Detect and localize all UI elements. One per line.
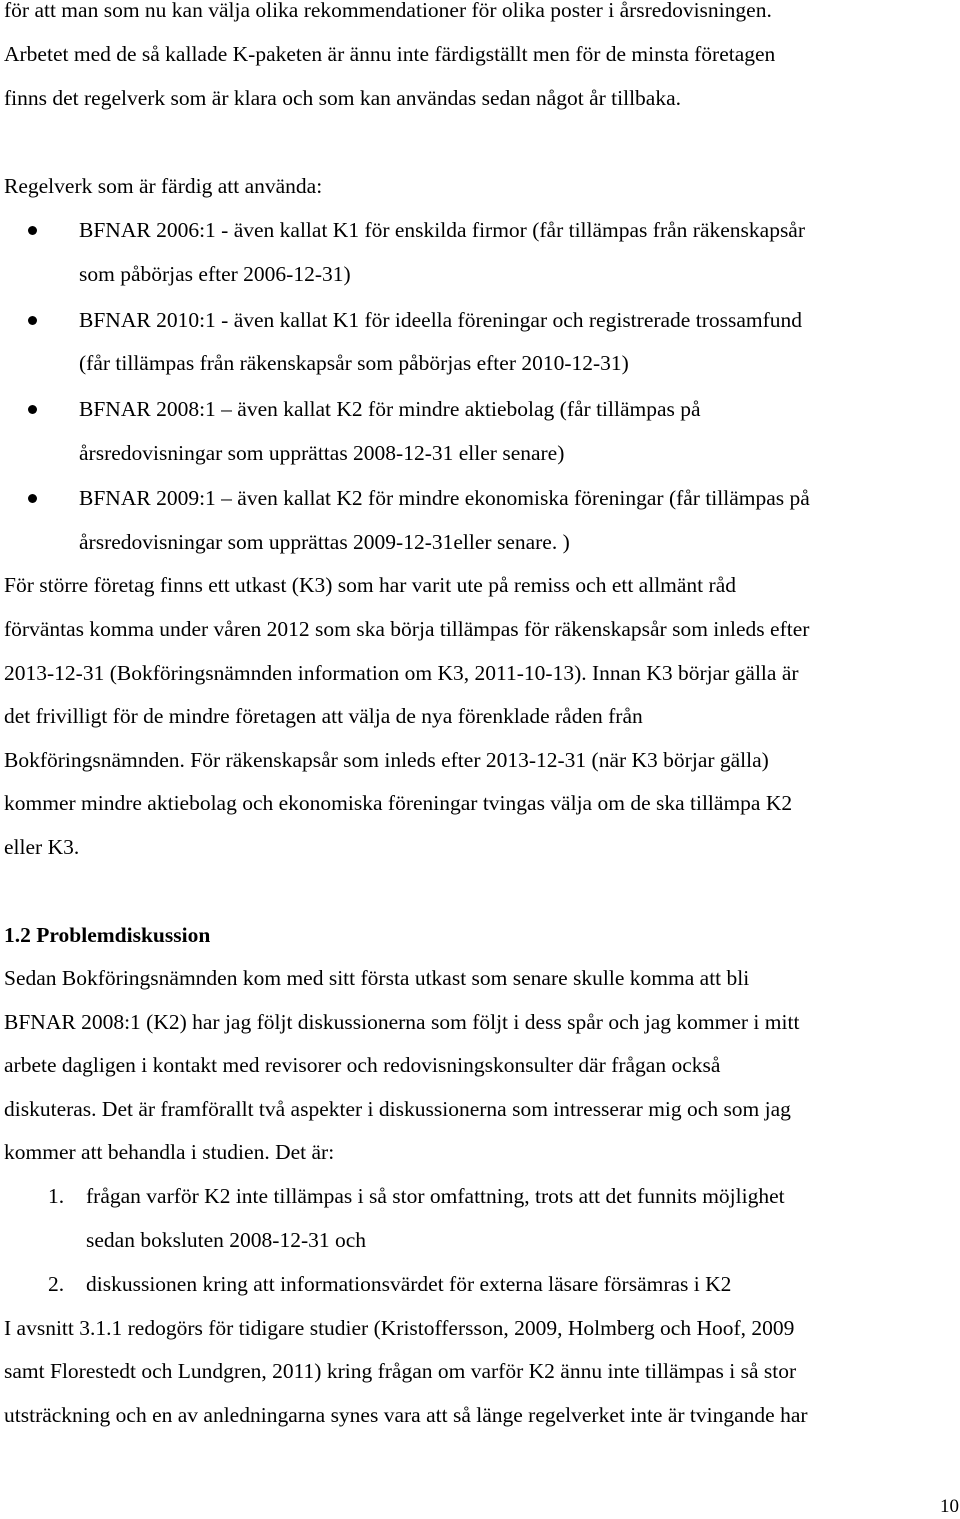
k3-line: förväntas komma under våren 2012 som ska börja tillämpas för räkenskapsår som inleds efter (4, 617, 810, 641)
intro-line: Arbetet med de så kallade K-paketen är ännu inte färdigställt men för de minsta företagen (4, 42, 776, 66)
after-line: utsträckning och en av anledningarna synes vara att så länge regelverket inte är tvingande har (4, 1403, 808, 1427)
rule-item-line: (får tillämpas från räkenskapsår som påbörjas efter 2010-12-31) (79, 351, 629, 375)
rule-item-line: BFNAR 2009:1 – även kallat K2 för mindre ekonomiska föreningar (får tillämpas på (79, 486, 810, 510)
bullet-icon (28, 316, 37, 325)
k3-line: eller K3. (4, 835, 80, 859)
rule-item-line: årsredovisningar som upprättas 2008-12-31 eller senare) (79, 441, 565, 465)
list-item-line: diskussionen kring att informationsvärdet för externa läsare försämras i K2 (86, 1272, 732, 1296)
section-line: arbete dagligen i kontakt med revisorer och redovisningskonsulter där frågan också (4, 1053, 721, 1077)
bullet-icon (28, 494, 37, 503)
rule-item-line: BFNAR 2006:1 - även kallat K1 för enskilda firmor (får tillämpas från räkenskapsår (79, 218, 806, 242)
k3-line: 2013-12-31 (Bokföringsnämnden information om K3, 2011-10-13). Innan K3 börjar gälla är (4, 661, 799, 685)
list-number: 2. (48, 1272, 65, 1296)
k3-line: Bokföringsnämnden. För räkenskapsår som inleds efter 2013-12-31 (när K3 börjar gälla) (4, 748, 769, 772)
k3-line: kommer mindre aktiebolag och ekonomiska föreningar tvingas välja om de ska tillämpa K2 (4, 791, 793, 815)
rule-item-line: årsredovisningar som upprättas 2009-12-31eller senare. ) (79, 530, 570, 554)
list-item-line: sedan boksluten 2008-12-31 och (86, 1228, 367, 1252)
intro-line: finns det regelverk som är klara och som kan användas sedan något år tillbaka. (4, 86, 682, 110)
k3-line: För större företag finns ett utkast (K3) som har varit ute på remiss och ett allmänt råd (4, 573, 736, 597)
rules-heading: Regelverk som är färdig att använda: (4, 174, 323, 198)
rule-item-line: som påbörjas efter 2006-12-31) (79, 262, 351, 286)
section-line: BFNAR 2008:1 (K2) har jag följt diskussionerna som följt i dess spår och jag kommer i mitt (4, 1010, 800, 1034)
list-number: 1. (48, 1184, 65, 1208)
bullet-icon (28, 405, 37, 414)
page-number: 10 (940, 1496, 959, 1517)
section-line: Sedan Bokföringsnämnden kom med sitt första utkast som senare skulle komma att bli (4, 966, 750, 990)
section-line: diskuteras. Det är framförallt två aspekter i diskussionerna som intresserar mig och som jag (4, 1097, 791, 1121)
rule-item-line: BFNAR 2010:1 - även kallat K1 för ideella föreningar och registrerade trossamfund (79, 308, 803, 332)
list-item-line: frågan varför K2 inte tillämpas i så stor omfattning, trots att det funnits möjlighet (86, 1184, 785, 1208)
bullet-icon (28, 226, 37, 235)
rule-item-line: BFNAR 2008:1 – även kallat K2 för mindre aktiebolag (får tillämpas på (79, 397, 701, 421)
after-line: samt Florestedt och Lundgren, 2011) kring frågan om varför K2 ännu inte tillämpas i så stor (4, 1359, 797, 1383)
intro-line: för att man som nu kan välja olika rekommendationer för olika poster i årsredovisningen. (4, 0, 772, 22)
k3-line: det frivilligt för de mindre företagen att välja de nya förenklade råden från (4, 704, 643, 728)
section-line: kommer att behandla i studien. Det är: (4, 1140, 335, 1164)
section-heading: 1.2 Problemdiskussion (4, 923, 211, 947)
after-line: I avsnitt 3.1.1 redogörs för tidigare studier (Kristoffersson, 2009, Holmberg och Hoof, 2009 (4, 1316, 795, 1340)
